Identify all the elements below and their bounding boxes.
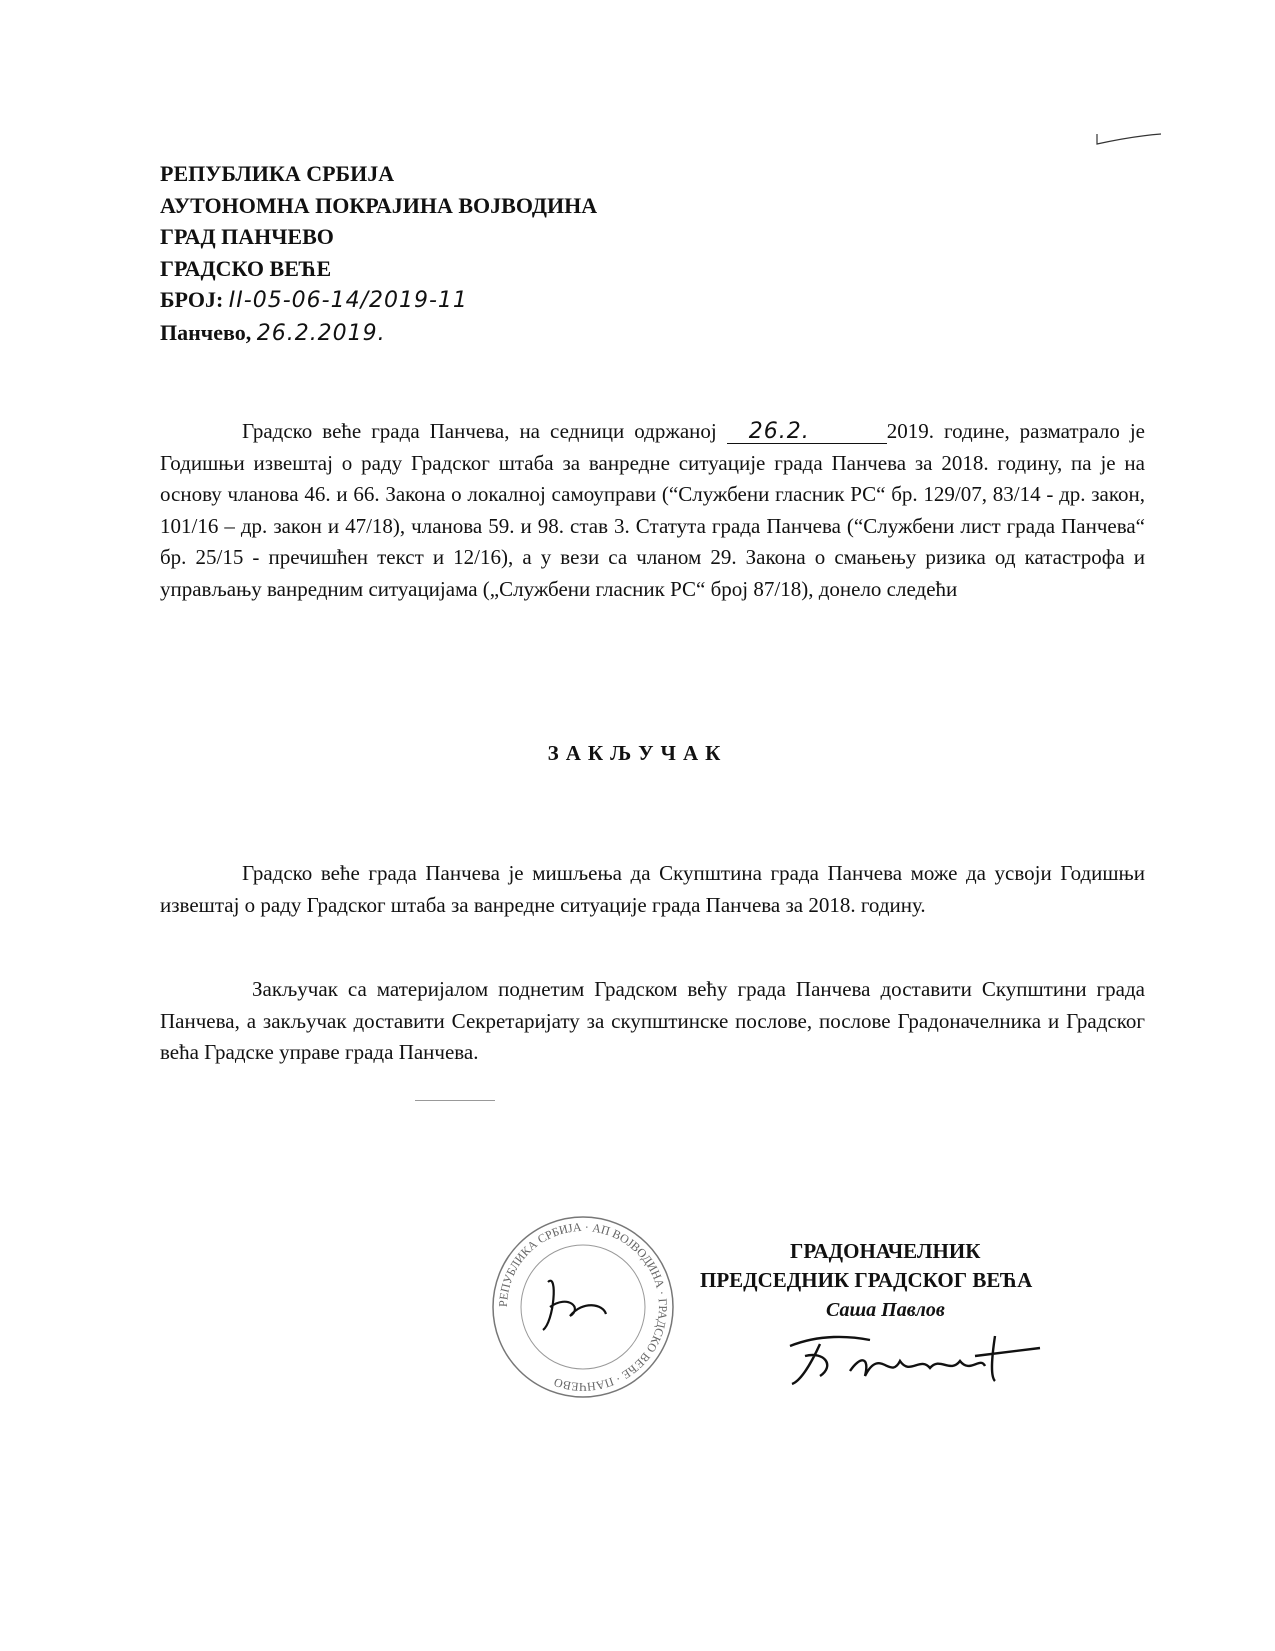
signature-title-mayor: ГРАДОНАЧЕЛНИК [790,1239,981,1263]
document-number [160,284,597,317]
header-province: АУТОНОМНА ПОКРАЈИНА ВОЈВОДИНА [160,192,598,218]
conclusion-paragraph-2 [160,974,1145,1069]
separator-line [415,1100,495,1101]
stamp-text: РЕПУБЛИКА СРБИЈА · АП ВОЈВОДИНА · ГРАДСКО ВЕЋЕ · ПАНЧЕВО [495,1219,671,1395]
official-stamp [488,1212,678,1402]
number-value: II-05-06-14/2019-11 [228,288,468,313]
conclusion-paragraph-1 [160,858,1145,921]
document-header [160,158,597,349]
signatory-name: Саша Павлов [826,1299,945,1321]
header-city: ГРАД ПАНЧЕВО [160,224,334,249]
document-place-date [160,317,597,350]
conclusion-text-1: Градско веће града Панчева је мишљења да Скупштина града Панчева може да усвоји Годишњи извештај о раду Градског штаба за ванредне ситуације града Панчева за 2018. годину. [160,861,1145,917]
initials-signature [543,1281,606,1330]
place-label: Панчево, [160,319,252,345]
session-date-field [727,420,887,444]
session-date: 26.2. [748,419,810,444]
place-date: 26.2.2019. [256,320,386,346]
header-council: ГРАДСКО ВЕЋЕ [160,255,332,281]
document-title: ЗАКЉУЧАК [547,741,728,765]
conclusion-text-2: Закључак са материјалом поднетим Градском већу града Панчева доставити Скупштини града Панчева, а закључак доставити Секретаријату за скупштинске послове, послове Градоначелника и Градског већа Градске управе града Панчева. [160,977,1145,1064]
signature-title-council-president: ПРЕДСЕДНИК ГРАДСКОГ ВЕЋА [700,1268,1033,1292]
intro-paragraph [160,416,1145,605]
intro-text-rest: 2019. године, разматрало је Годишњи извештај о раду Градског штаба за ванредне ситуације града Панчева за 2018. годину, па је на основу чланова 46. и 66. Закона о локалној самоуправи (“Службени гласник РС“ бр. 129/07, 83/14 - др. закон, 101/16 – др. закон и 47/18), чланова 59. и 98. став 3. Статута града Панчева (“Службени лист града Панчева“ бр. 25/15 - пречишћен текст и 12/16), а у вези са чланом 29. Закона о смањењу ризика од катастрофа и управљању ванредним ситуацијама („Службени гласник РС“ број 87/18), донело следећи [160,419,1145,601]
corner-mark [1095,130,1165,150]
intro-text-start: Градско веће града Панчева, на седници одржаној [242,419,717,443]
header-republic: РЕПУБЛИКА СРБИЈА [160,161,395,186]
number-label: БРОЈ: [160,287,224,312]
handwritten-signature [780,1326,1080,1396]
